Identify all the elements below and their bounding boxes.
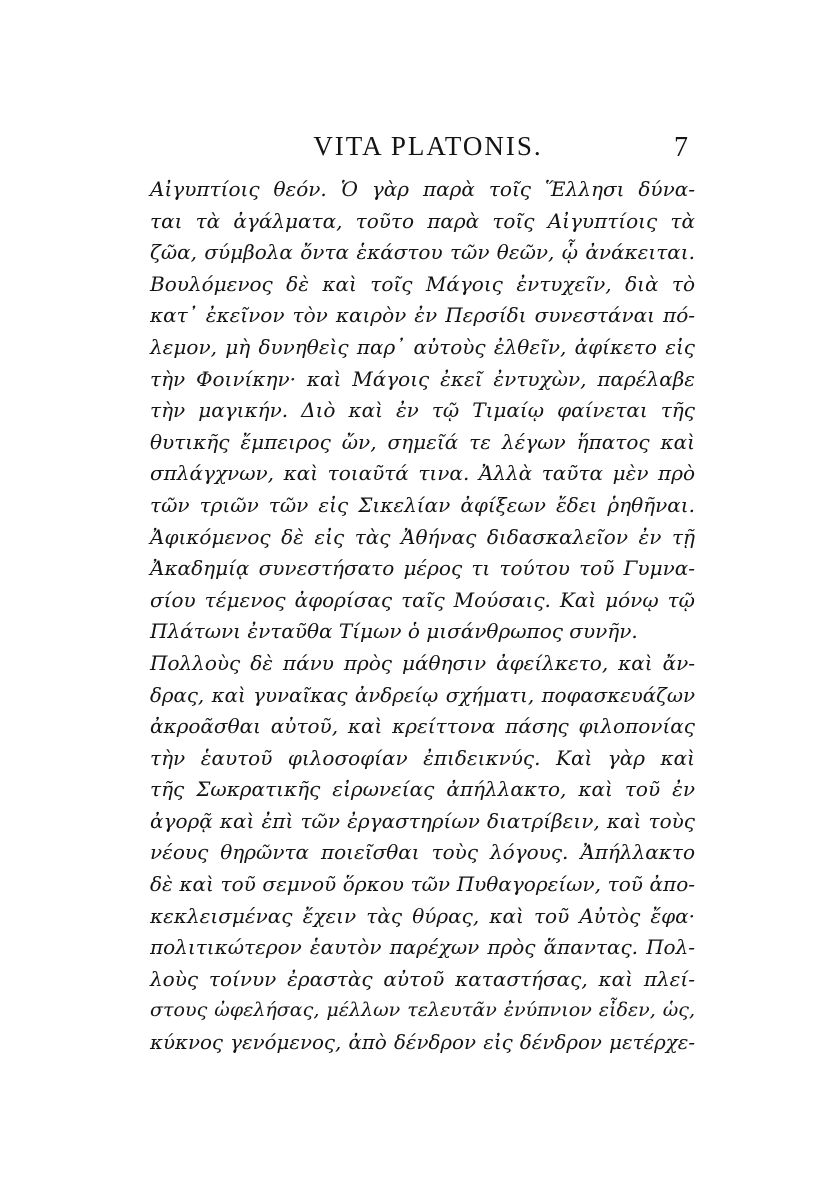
text-line: ζῶα, σύμβολα ὄντα ἑκάστου τῶν θεῶν, ᾧ ἀνάκειται. — [150, 240, 695, 265]
text-line: Πολλοὺς δὲ πάνυ πρὸς μάθησιν ἀφείλκετο, καὶ ἄν- — [150, 650, 695, 675]
text-line: κύκνος γενόμενος, ἀπὸ δένδρον εἰς δένδρον μετέρχε- — [150, 1031, 695, 1055]
text-line: στους ὠφελήσας, μέλλων τελευτᾶν ἐνύπνιον εἶδεν, ὡς, — [150, 999, 695, 1022]
text-line: κατ᾽ ἐκεῖνον τὸν καιρὸν ἐν Περσίδι συνεστάναι πό- — [150, 303, 695, 328]
text-line: Ἀκαδημίᾳ συνεστήσατο μέρος τι τούτου τοῦ Γυμνα- — [150, 556, 695, 581]
text-line: λεμον, μὴ δυνηθεὶς παρ᾽ αὐτοὺς ἐλθεῖν, ἀφίκετο εἰς — [150, 334, 695, 359]
text-line: δὲ καὶ τοῦ σεμνοῦ ὅρκου τῶν Πυθαγορείων, τοῦ ἀπο- — [150, 872, 695, 897]
text-line: ται τὰ ἀγάλματα, τοῦτο παρὰ τοῖς Αἰγυπτίοις τὰ — [150, 208, 695, 233]
text-line: κεκλεισμένας ἔχειν τὰς θύρας, καὶ τοῦ Αὐτὸς ἔφα· — [150, 903, 695, 928]
text-line: τὴν ἑαυτοῦ φιλοσοφίαν ἐπιδεικνύς. Καὶ γὰρ καὶ — [150, 745, 695, 770]
text-line: τῶν τριῶν τῶν εἰς Σικελίαν ἀφίξεων ἔδει ῥηθῆναι. — [150, 492, 695, 517]
text-line: σίου τέμενος ἀφορίσας ταῖς Μούσαις. Καὶ μόνῳ τῷ — [150, 587, 695, 612]
running-head — [168, 130, 688, 166]
page-number: 7 — [674, 132, 688, 163]
text-line: θυτικῆς ἔμπειρος ὤν, σημεῖά τε λέγων ἥπατος καὶ — [150, 429, 695, 454]
running-title: VITA PLATONIS. — [313, 131, 543, 161]
text-line: τὴν Φοινίκην· καὶ Μάγοις ἐκεῖ ἐντυχὼν, παρέλαβε — [150, 366, 695, 391]
text-line: σπλάγχνων, καὶ τοιαῦτά τινα. Ἀλλὰ ταῦτα μὲν πρὸ — [150, 461, 695, 486]
text-line: Ἀφικόμενος δὲ εἰς τὰς Ἀθήνας διδασκαλεῖον ἐν τῇ — [150, 524, 695, 549]
text-line: δρας, καὶ γυναῖκας ἀνδρείῳ σχήματι, ποφασκευάζων — [150, 683, 695, 707]
text-line: τῆς Σωκρατικῆς εἰρωνείας ἀπήλλακτο, καὶ τοῦ ἐν — [150, 777, 695, 802]
text-line: ἀκροᾶσθαι αὐτοῦ, καὶ κρείττονα πάσης φιλοπονίας — [150, 714, 695, 739]
text-line: τὴν μαγικήν. Διὸ καὶ ἐν τῷ Τιμαίῳ φαίνεται τῆς — [150, 398, 695, 423]
text-line: Αἰγυπτίοις θεόν. Ὁ γὰρ παρὰ τοῖς Ἕλλησι δύνα- — [150, 177, 695, 201]
text-line: λοὺς τοίνυν ἐραστὰς αὐτοῦ καταστήσας, καὶ πλεί- — [150, 966, 695, 991]
greek-text-block — [150, 174, 695, 1059]
text-line: Βουλόμενος δὲ καὶ τοῖς Μάγοις ἐντυχεῖν, διὰ τὸ — [150, 271, 695, 296]
text-line: Πλάτωνι ἐνταῦθα Τίμων ὁ μισάνθρωπος συνῆν. — [150, 619, 638, 644]
text-line: πολιτικώτερον ἑαυτὸν παρέχων πρὸς ἅπαντας. Πολ- — [150, 935, 695, 960]
text-line: ἀγορᾷ καὶ ἐπὶ τῶν ἐργαστηρίων διατρίβειν, καὶ τοὺς — [150, 808, 695, 833]
text-line: νέους θηρῶντα ποιεῖσθαι τοὺς λόγους. Ἀπήλλακτο — [150, 840, 695, 865]
